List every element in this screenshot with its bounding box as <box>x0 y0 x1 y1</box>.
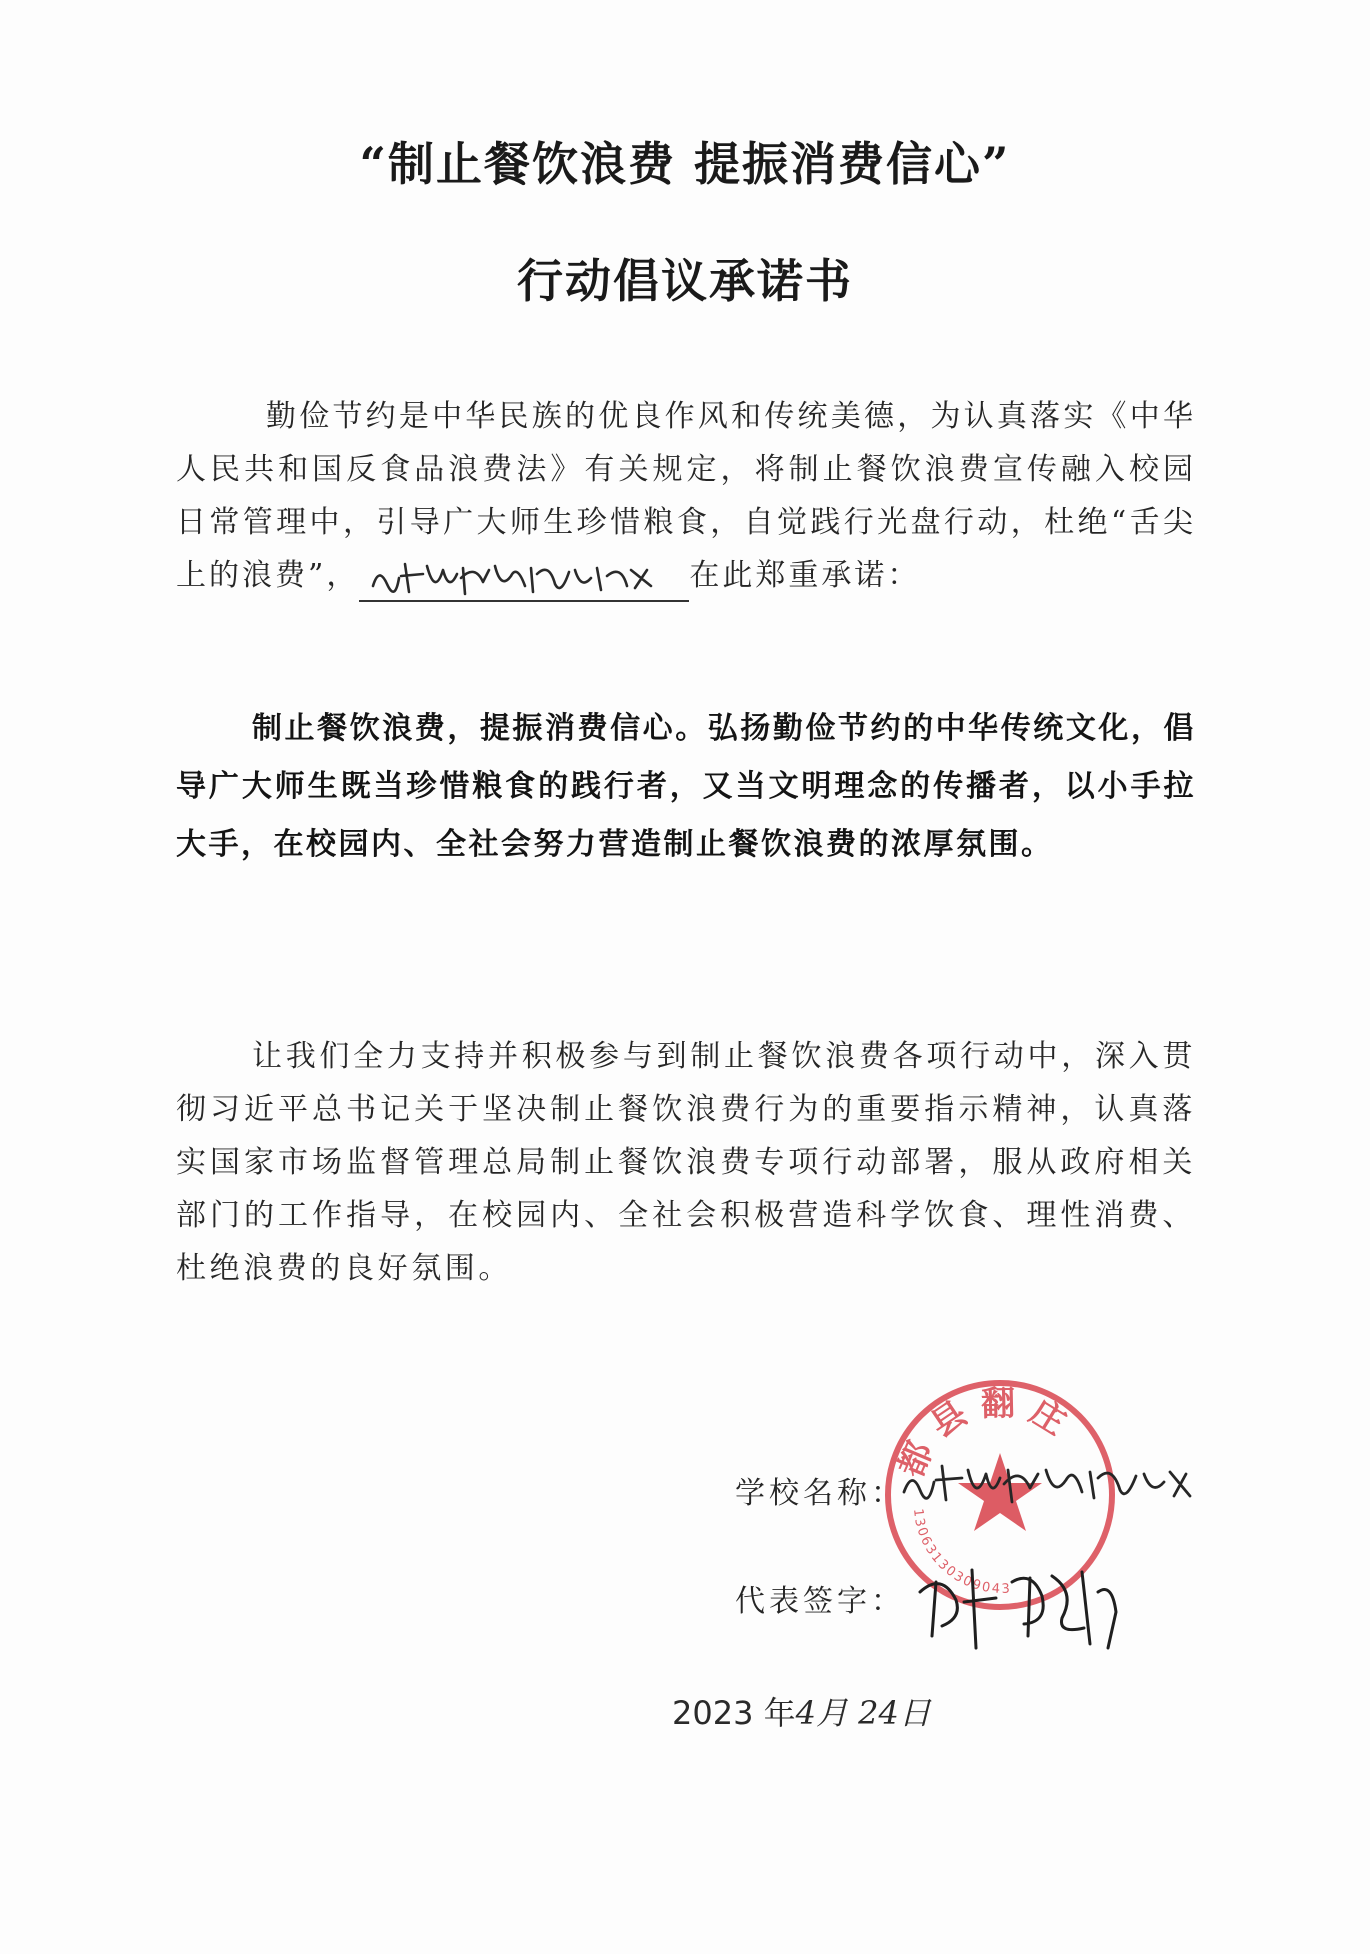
handwritten-school-name <box>898 1456 1198 1516</box>
paragraph-call-to-action: 让我们全力支持并积极参与到制止餐饮浪费各项行动中，深入贯彻习近平总书记关于坚决制止餐饮浪费行为的重要指示精神，认真落实国家市场监督管理总局制止餐饮浪费专项行动部署，服从政府相关部门的工作指导，在校园内、全社会积极营造科学饮食、理性消费、杜绝浪费的良好氛围。 <box>176 1039 1196 1286</box>
paragraph-intro-text: 勤俭节约是中华民族的优良作风和传统美德，为认真落实《中华人民共和国反食品浪费法》有关规定，将制止餐饮浪费宣传融入校园日常管理中，引导广大师生珍惜粮食，自觉践行光盘行动，杜绝“舌尖上的浪费”， <box>176 399 1196 593</box>
signing-date <box>672 1688 931 1734</box>
date-year: 2023 <box>672 1694 754 1732</box>
svg-text:13063130309043: 13063130309043 <box>909 1507 1013 1597</box>
representative-handwritten-signature <box>912 1552 1132 1662</box>
paragraph-intro <box>176 390 1196 602</box>
svg-text:都 县 翻 庄: 都 县 翻 庄 <box>891 1383 1073 1483</box>
handwritten-school-name-signature <box>365 556 685 600</box>
paragraph-intro-promise: 在此郑重承诺： <box>689 558 921 593</box>
document-title-line1: “制止餐饮浪费 提振消费信心” <box>359 137 1011 191</box>
date-year-unit: 年 <box>763 1694 796 1732</box>
paragraph-pledge: 制止餐饮浪费，提振消费信心。弘扬勤俭节约的中华传统文化，倡导广大师生既当珍惜粮食的践行者，又当文明理念的传播者，以小手拉大手，在校园内、全社会努力营造制止餐饮浪费的浓厚氛围。 <box>176 711 1196 862</box>
school-name-handwritten-line <box>359 560 689 602</box>
school-name-label: 学校名称： <box>735 1476 905 1511</box>
representative-signature-label: 代表签字： <box>735 1584 905 1619</box>
document-title-line2: 行动倡议承诺书 <box>517 254 853 308</box>
date-day: 24日 <box>858 1694 931 1732</box>
date-month: 4月 <box>795 1694 848 1732</box>
